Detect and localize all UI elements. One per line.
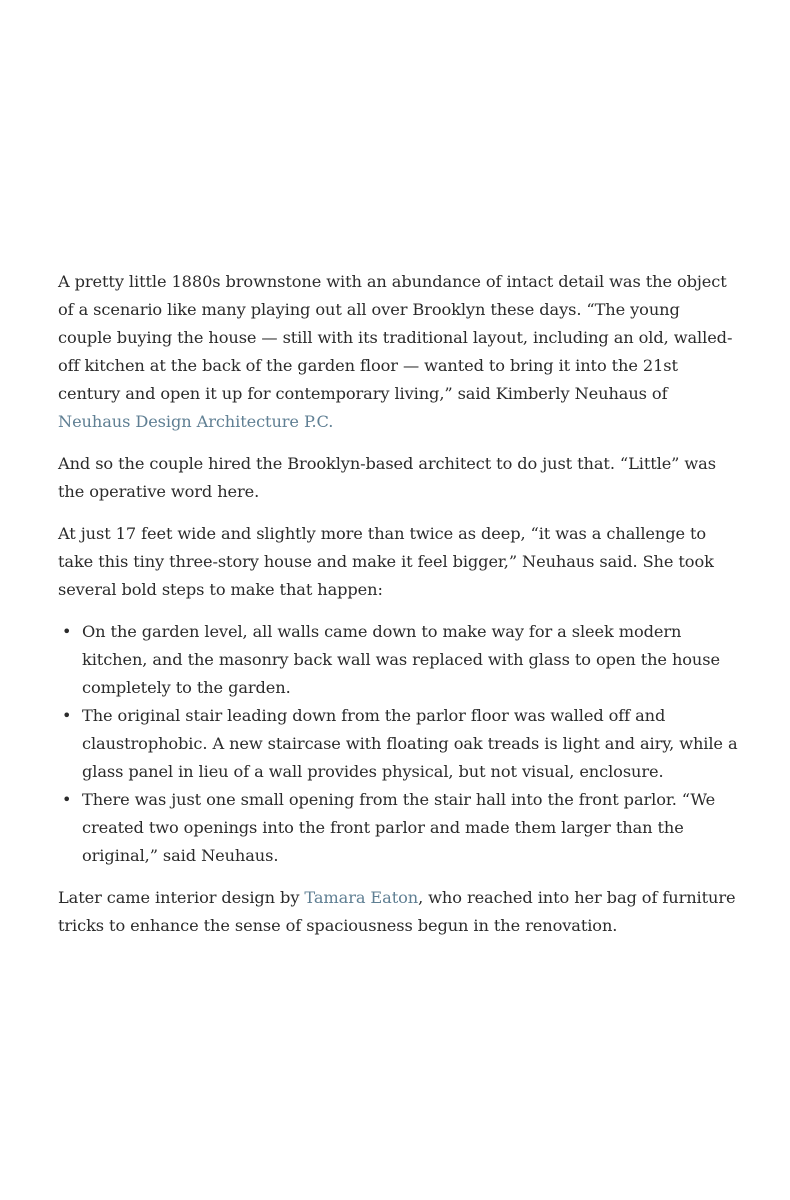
paragraph-interior-after: , who reached into her bag of furniture tricks to enhance the sense of spaciousness begun in the renovation. (58, 888, 736, 935)
steps-list (58, 618, 738, 870)
list-item-text: On the garden level, all walls came down to make way for a sleek modern kitchen, and the masonry back wall was replaced with glass to open the house completely to the garden. (82, 622, 720, 697)
paragraph-architect: And so the couple hired the Brooklyn-based architect to do just that. “Little” was the operative word here. (58, 454, 716, 501)
paragraph-interior (58, 884, 738, 940)
bullet-icon: • (62, 790, 72, 809)
paragraph-intro (58, 268, 738, 436)
paragraph-challenge: At just 17 feet wide and slightly more than twice as deep, “it was a challenge to take this tiny three-story house and make it feel bigger,” Neuhaus said. She took several bold steps to make that happen: (58, 524, 714, 599)
bullet-icon: • (62, 706, 72, 725)
neuhaus-design-link[interactable]: Neuhaus Design Architecture P.C. (58, 412, 334, 431)
list-item (58, 786, 738, 870)
list-item (58, 618, 738, 702)
list-item-text: The original stair leading down from the parlor floor was walled off and claustrophobic. A new staircase with floating oak treads is light and airy, while a glass panel in lieu of a wall provides physical, but not visual, enclosure. (82, 706, 738, 781)
paragraph-interior-before: Later came interior design by (58, 888, 305, 907)
list-item (58, 702, 738, 786)
paragraph-intro-text: A pretty little 1880s brownstone with an abundance of intact detail was the object of a scenario like many playing out all over Brooklyn these days. “The young couple buying the house — still with its traditional layout, including an old, walled-off kitchen at the back of the garden floor — wanted to bring it into the 21st century and open it up for contemporary living,” said Kimberly Neuhaus of (58, 272, 733, 403)
tamara-eaton-link[interactable]: Tamara Eaton (304, 888, 419, 907)
list-item-text: There was just one small opening from the stair hall into the front parlor. “We created two openings into the front parlor and made them larger than the original,” said Neuhaus. (82, 790, 716, 865)
article-body (58, 268, 738, 954)
bullet-icon: • (62, 622, 72, 641)
